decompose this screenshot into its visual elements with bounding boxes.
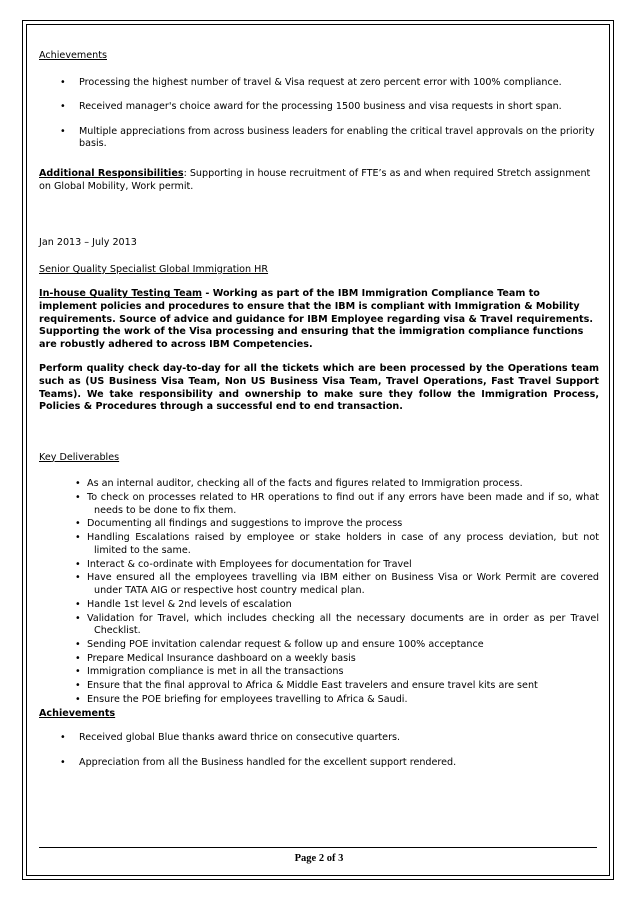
list-item: • Validation for Travel, which includes checking all the necessary documents are in order as per Travel Checklist.	[39, 613, 599, 638]
achievements-heading: Achievements	[39, 50, 107, 61]
list-item: • As an internal auditor, checking all of the facts and figures related to Immigration process.	[39, 478, 599, 491]
achievements-list	[39, 77, 599, 151]
list-item: • Received manager's choice award for the processing 1500 business and visa requests in short span.	[39, 101, 599, 114]
list-item: • Ensure the POE briefing for employees travelling to Africa & Saudi.	[39, 694, 599, 707]
additional-responsibilities	[39, 168, 599, 193]
additional-responsibilities-text: : Supporting in house recruitment of FTE’s as and when required Stretch assignment on Global Mobility, Work permit.	[39, 167, 591, 192]
list-item: • Prepare Medical Insurance dashboard on a weekly basis	[39, 653, 599, 666]
job-title: Senior Quality Specialist Global Immigration HR	[39, 263, 269, 275]
achievements-list-2	[39, 732, 599, 769]
list-item: • Handle 1st level & 2nd levels of escalation	[39, 599, 599, 612]
list-item: • Multiple appreciations from across business leaders for enabling the critical travel approvals on the priority basis.	[39, 126, 599, 151]
list-item: • Appreciation from all the Business handled for the excellent support rendered.	[39, 757, 599, 770]
list-item: • Immigration compliance is met in all the transactions	[39, 666, 599, 679]
list-item: • Received global Blue thanks award thrice on consecutive quarters.	[39, 732, 599, 745]
quality-check-paragraph: Perform quality check day-to-day for all the tickets which are been processed by the Operations team such as (US Business Visa Team, Non US Business Visa Team, Travel Operations, Fast Travel Support Teams). We take responsibility and ownership to make sure they follow the Immigration Process, Policies & Procedures through a successful end to end transaction.	[39, 363, 599, 413]
list-item: • Interact & co-ordinate with Employees for documentation for Travel	[39, 559, 599, 572]
list-item: • Processing the highest number of travel & Visa request at zero percent error with 100% compliance.	[39, 77, 599, 90]
team-description	[39, 288, 599, 351]
list-item: • To check on processes related to HR operations to find out if any errors have been made and if so, what needs to be done to fix them.	[39, 492, 599, 517]
key-deliverables-list	[39, 478, 599, 706]
list-item: • Have ensured all the employees travelling via IBM either on Business Visa or Work Permit are covered under TATA AIG or respective host country medical plan.	[39, 572, 599, 597]
additional-responsibilities-label: Additional Responsibilities	[39, 167, 184, 179]
team-label: In-house Quality Testing Team	[39, 288, 203, 300]
job-dates: Jan 2013 – July 2013	[39, 237, 137, 249]
list-item: • Documenting all findings and suggestions to improve the process	[39, 518, 599, 531]
team-text: - Working as part of the IBM Immigration Compliance Team to implement policies and procedures to ensure that the IBM is compliant with Immigration & Mobility requirements. Source of advice and guidance for IBM Employee regarding visa & Travel requirements. Supporting the work of the Visa processing and ensuring that the immigration compliance functions are robustly adhered to across IBM Competencies.	[39, 288, 594, 350]
key-deliverables-heading: Key Deliverables	[39, 451, 120, 463]
achievements-heading-2: Achievements	[39, 707, 116, 719]
page-number: Page 2 of 3	[294, 853, 344, 864]
footer-divider	[39, 847, 597, 848]
resume-content	[39, 50, 599, 782]
list-item: • Handling Escalations raised by employee or stake holders in case of any process deviation, but not limited to the same.	[39, 532, 599, 557]
list-item: • Sending POE invitation calendar request & follow up and ensure 100% acceptance	[39, 639, 599, 652]
list-item: • Ensure that the final approval to Africa & Middle East travelers and ensure travel kits are sent	[39, 680, 599, 693]
